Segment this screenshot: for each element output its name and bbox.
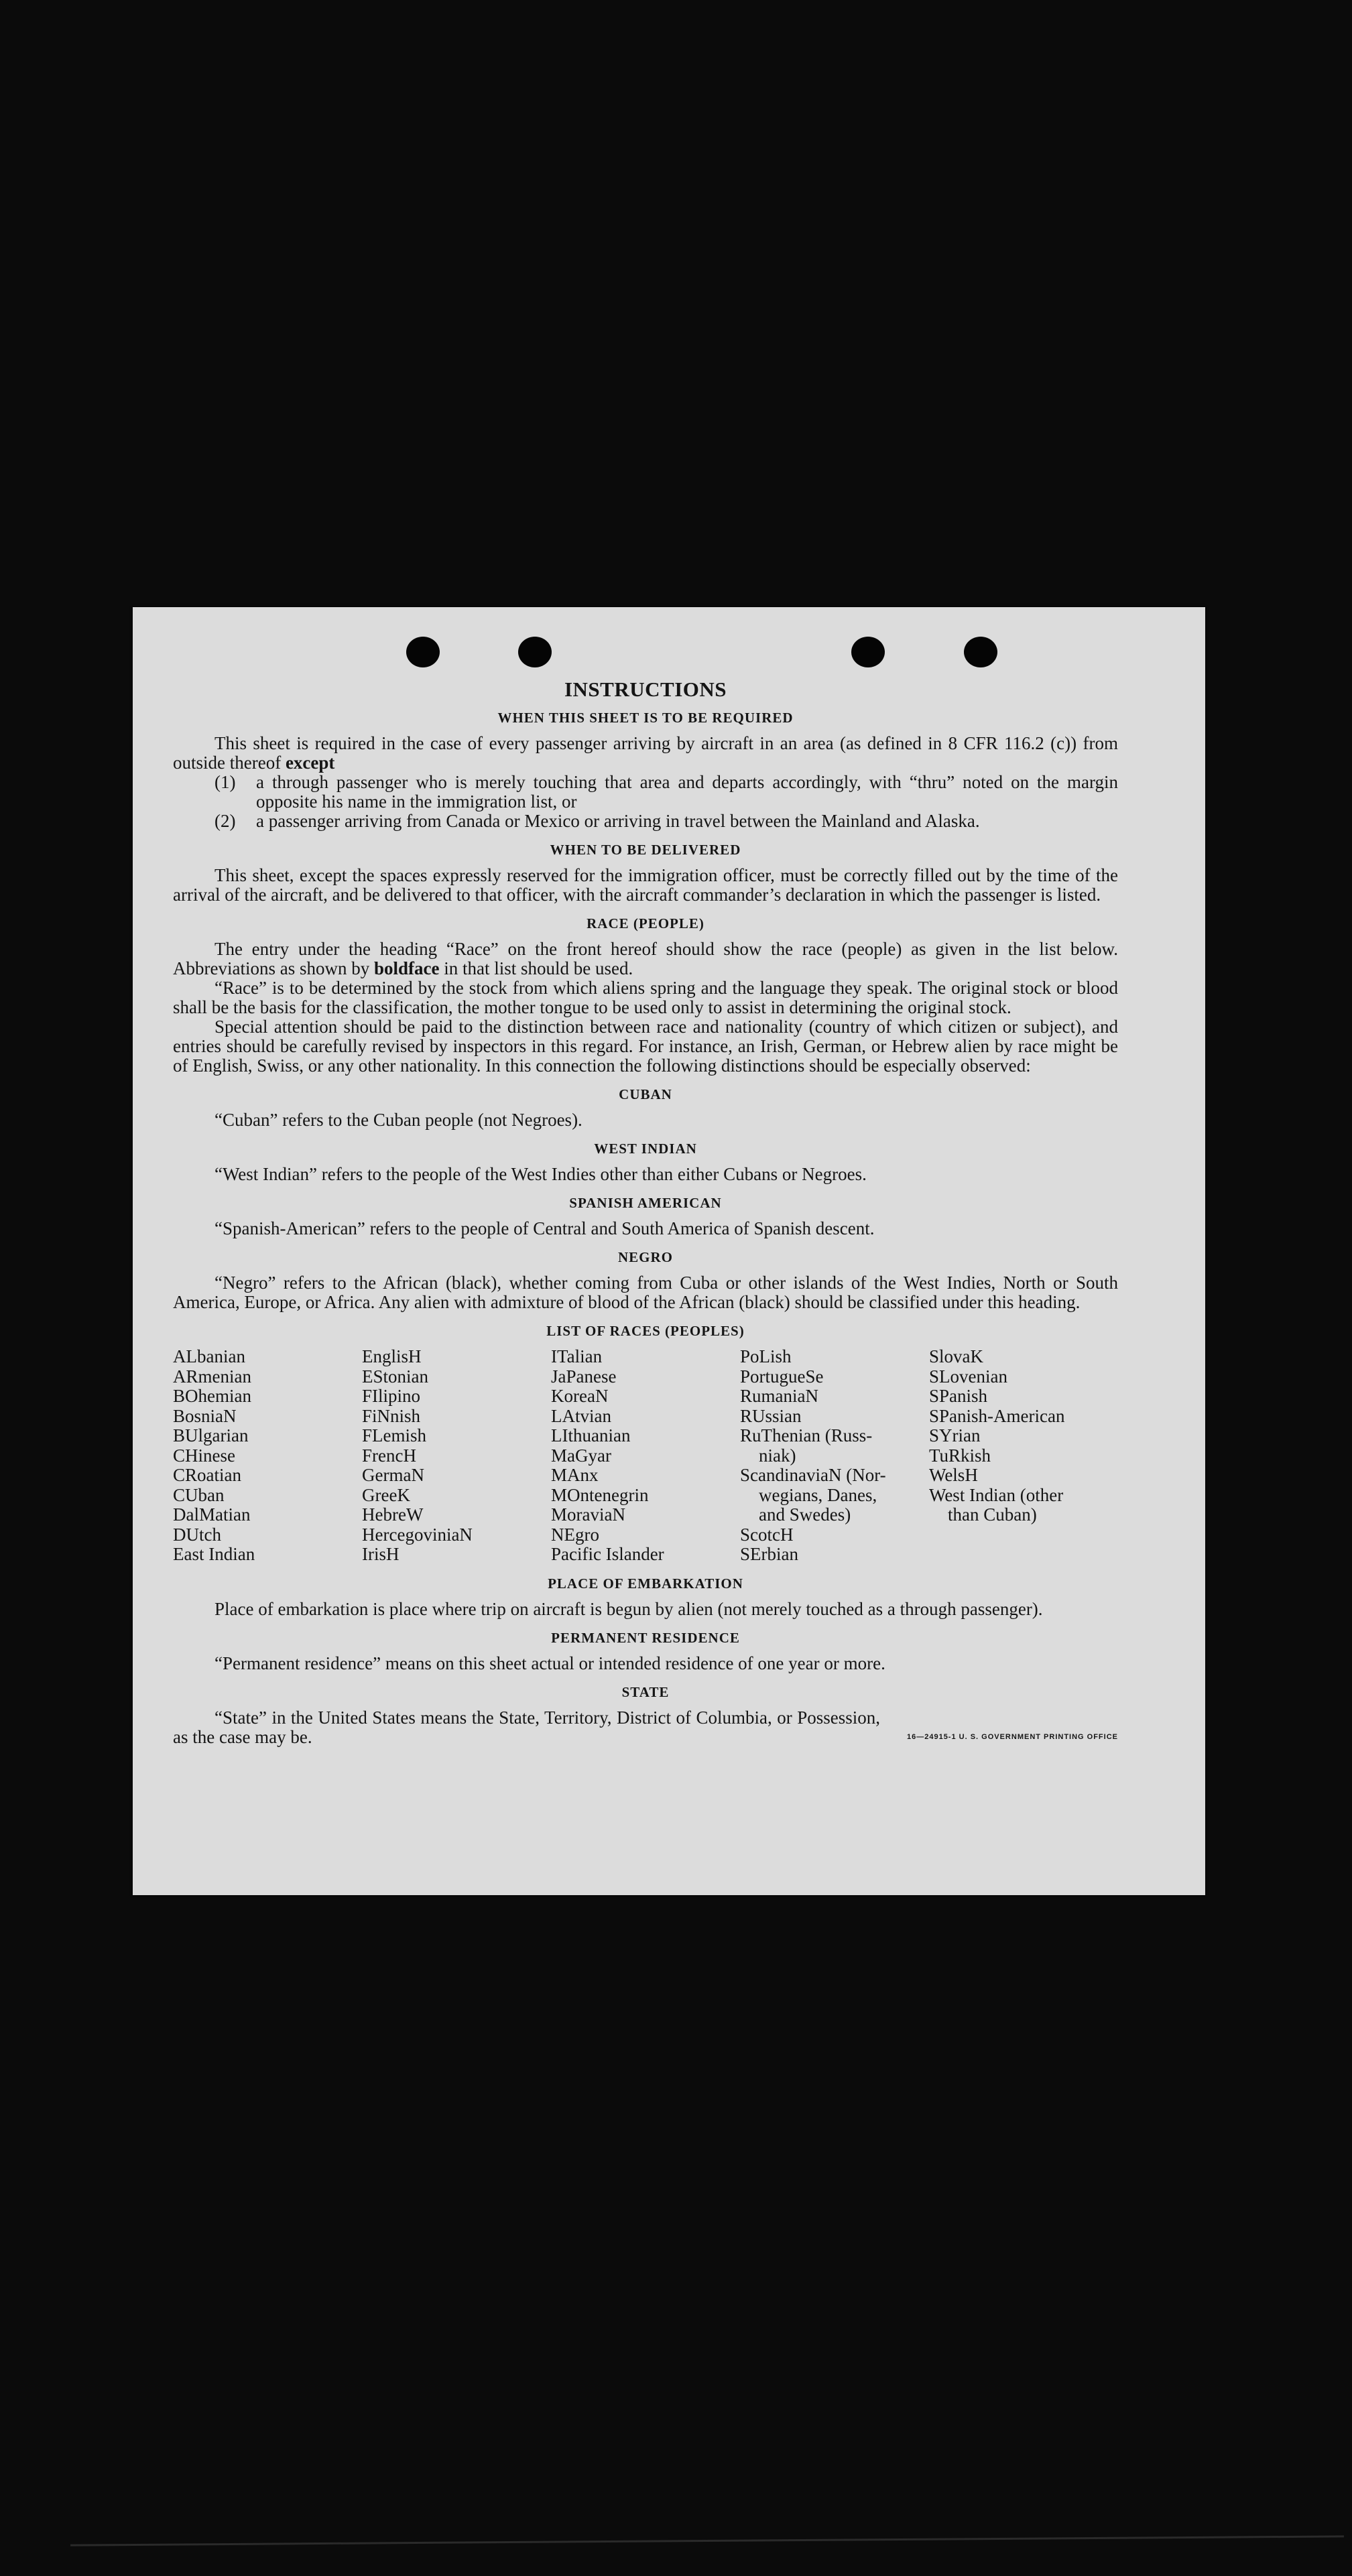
race-entry: NEgro xyxy=(551,1524,599,1545)
punch-hole xyxy=(964,637,997,667)
state-footer-row xyxy=(173,1708,1118,1747)
race-entry: and Swedes) xyxy=(759,1504,851,1525)
punch-hole xyxy=(406,637,440,667)
spanish-american-text: “Spanish-American” refers to the people of Central and South America of Spanish descent. xyxy=(214,1218,875,1238)
printer-note: 16—24915-1 U. S. GOVERNMENT PRINTING OFFICE xyxy=(906,1732,1118,1741)
race-entry: IrisH xyxy=(362,1544,400,1564)
race-entry: SYrian xyxy=(929,1425,981,1445)
heading-permanent-residence: PERMANENT RESIDENCE xyxy=(551,1629,740,1646)
races-column-1 xyxy=(173,1347,362,1565)
embarkation-text: Place of embarkation is place where trip on aircraft is begun by alien (not merely touched as a through passenger). xyxy=(214,1598,1043,1619)
races-column-2 xyxy=(362,1347,551,1565)
races-column-5 xyxy=(929,1347,1118,1565)
race-entry: than Cuban) xyxy=(948,1504,1037,1525)
race-entry: West Indian (other xyxy=(929,1484,1064,1505)
instruction-sheet xyxy=(133,607,1205,1895)
race-entry: KoreaN xyxy=(551,1386,609,1406)
race-entry: RUssian xyxy=(740,1405,802,1426)
negro-text: “Negro” refers to the African (black), whether coming from Cuba or other islands of the West Indies, North or South America, Europe, or Africa. Any alien with admixture of blood of the African (black) should be classified under this heading. xyxy=(173,1273,1118,1312)
cuban-text: “Cuban” refers to the Cuban people (not Negroes). xyxy=(214,1110,582,1130)
state-text: “State” in the United States means the State, Territory, District of Columbia, or Possession, as the case may be. xyxy=(173,1707,880,1747)
race-entry: BOhemian xyxy=(173,1386,251,1406)
race-entry: EStonian xyxy=(362,1366,428,1387)
race-paragraph-2: “Race” is to be determined by the stock from which aliens spring and the language they speak. The original stock or blood shall be the basis for the classification, the mother tongue to be used only to assist in determining the original stock. xyxy=(173,978,1118,1017)
race-entry: FLemish xyxy=(362,1425,427,1445)
races-column-3 xyxy=(551,1347,740,1565)
race-entry: SPanish-American xyxy=(929,1405,1065,1426)
race-entry: ScandinaviaN (Nor- xyxy=(740,1465,886,1485)
permanent-residence-text: “Permanent residence” means on this sheet actual or intended residence of one year or more. xyxy=(214,1653,885,1673)
race-entry: PoLish xyxy=(740,1346,792,1366)
race-entry: DalMatian xyxy=(173,1504,251,1525)
race-entry: ScotcH xyxy=(740,1524,794,1545)
races-list xyxy=(173,1347,1118,1565)
heading-spanish-american: SPANISH AMERICAN xyxy=(569,1195,722,1211)
race-entry: BUlgarian xyxy=(173,1425,249,1445)
race-entry: HercegoviniaN xyxy=(362,1524,473,1545)
race-entry: CHinese xyxy=(173,1445,235,1466)
race-entry: SErbian xyxy=(740,1544,798,1564)
race-entry: GreeK xyxy=(362,1484,410,1505)
race-entry: HebreW xyxy=(362,1504,424,1525)
race-entry: LIthuanian xyxy=(551,1425,631,1445)
race-entry: RumaniaN xyxy=(740,1386,818,1406)
document-title: INSTRUCTIONS xyxy=(564,678,727,701)
heading-when-delivered: WHEN TO BE DELIVERED xyxy=(550,842,741,858)
heading-state: STATE xyxy=(621,1683,670,1700)
exception-item-2: (2) a passenger arriving from Canada or Mexico or arriving in travel between the Mainland and Alaska. xyxy=(214,811,980,831)
race-entry: CUban xyxy=(173,1484,225,1505)
when-delivered-text: This sheet, except the spaces expressly reserved for the immigration officer, must be correctly filled out by the time of the arrival of the aircraft, and be delivered to that officer, with the aircraft commander’s declaration in which the passenger is listed. xyxy=(173,865,1118,905)
heading-cuban: CUBAN xyxy=(619,1086,672,1102)
races-column-4 xyxy=(740,1347,929,1565)
race-entry: MAnx xyxy=(551,1465,599,1485)
heading-when-required: WHEN THIS SHEET IS TO BE REQUIRED xyxy=(497,710,794,726)
race-entry: MoraviaN xyxy=(551,1504,625,1525)
race-entry: wegians, Danes, xyxy=(759,1484,877,1505)
heading-race: RACE (PEOPLE) xyxy=(587,915,704,931)
race-entry: WelsH xyxy=(929,1465,978,1485)
race-entry: ITalian xyxy=(551,1346,603,1366)
race-entry: JaPanese xyxy=(551,1366,617,1387)
race-entry: MOntenegrin xyxy=(551,1484,649,1505)
sheet-content xyxy=(173,680,1118,1747)
race-entry: Pacific Islander xyxy=(551,1544,664,1564)
punch-hole xyxy=(851,637,885,667)
race-entry: FiNnish xyxy=(362,1405,421,1426)
race-entry: niak) xyxy=(759,1445,796,1466)
race-entry: MaGyar xyxy=(551,1445,611,1466)
race-entry: SPanish xyxy=(929,1386,988,1406)
race-entry: ALbanian xyxy=(173,1346,245,1366)
heading-races-list: LIST OF RACES (PEOPLES) xyxy=(546,1323,745,1339)
race-entry: SlovaK xyxy=(929,1346,983,1366)
heading-west-indian: WEST INDIAN xyxy=(594,1141,697,1157)
heading-negro: NEGRO xyxy=(617,1249,673,1265)
race-entry: TuRkish xyxy=(929,1445,991,1466)
exception-item-1: (1) a through passenger who is merely touching that area and departs accordingly, with “thru” noted on the margin opposite his name in the immigration list, or xyxy=(214,772,1118,812)
race-entry: GermaN xyxy=(362,1465,424,1485)
when-required-intro: This sheet is required in the case of every passenger arriving by aircraft in an area (as defined in 8 CFR 116.2 (c)) from outside thereof except xyxy=(173,733,1118,773)
race-entry: FIlipino xyxy=(362,1386,421,1406)
west-indian-text: “West Indian” refers to the people of the West Indies other than either Cubans or Negroes. xyxy=(214,1164,867,1184)
race-entry: FrencH xyxy=(362,1445,416,1466)
race-entry: DUtch xyxy=(173,1524,221,1545)
race-paragraph-3: Special attention should be paid to the distinction between race and nationality (country of which citizen or subject), and entries should be carefully revised by inspectors in this regard. For instance, an Irish, German, or Hebrew alien by race might be of English, Swiss, or any other nationality. In this connection the following distinctions should be especially observed: xyxy=(173,1017,1118,1076)
race-entry: ARmenian xyxy=(173,1366,251,1387)
race-entry: East Indian xyxy=(173,1544,255,1564)
heading-embarkation: PLACE OF EMBARKATION xyxy=(548,1575,743,1592)
race-entry: PortugueSe xyxy=(740,1366,824,1387)
race-paragraph-1: The entry under the heading “Race” on the front hereof should show the race (people) as given in the list below. Abbreviations as shown by boldface in that list should be used. xyxy=(173,939,1118,978)
race-entry: EnglisH xyxy=(362,1346,422,1366)
race-entry: SLovenian xyxy=(929,1366,1007,1387)
race-entry: LAtvian xyxy=(551,1405,611,1426)
race-entry: BosniaN xyxy=(173,1405,237,1426)
punch-hole xyxy=(518,637,552,667)
race-entry: RuThenian (Russ- xyxy=(740,1425,873,1445)
race-entry: CRoatian xyxy=(173,1465,241,1485)
film-edge-line xyxy=(70,2535,1344,2546)
